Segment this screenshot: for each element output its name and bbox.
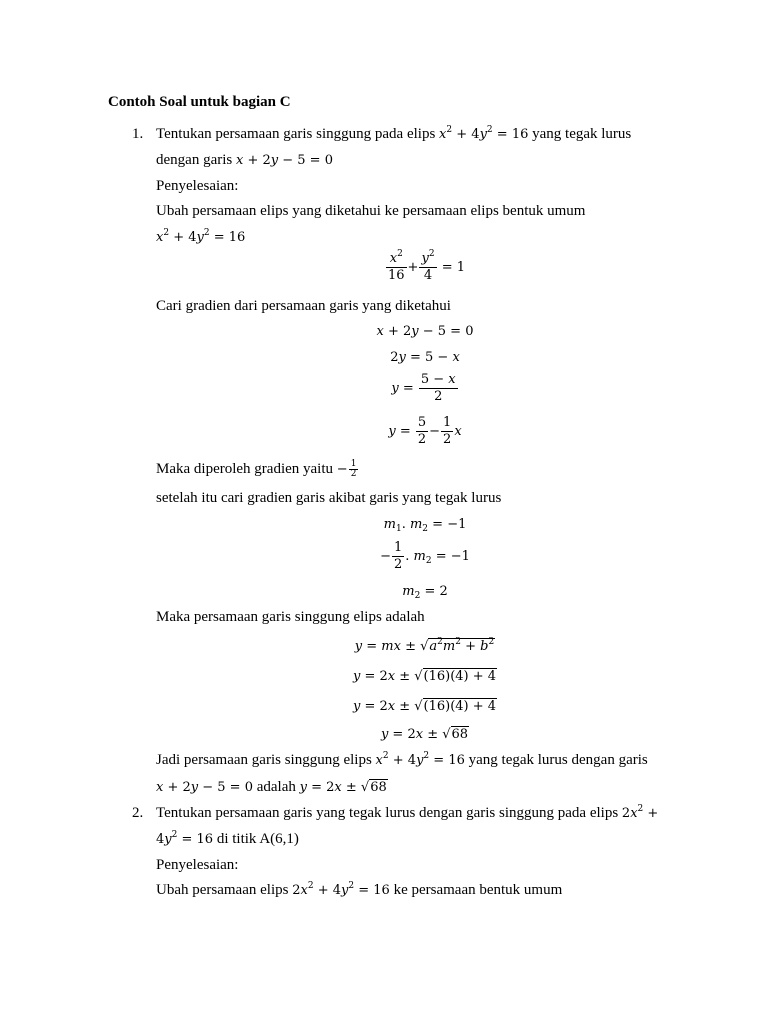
step-perpendicular: setelah itu cari gradien garis akibat garis yang tegak lurus	[156, 490, 502, 506]
equation-standard-form: $\frac{x^2}{16}$ + $\frac{y^2}{4}$ = 1	[388, 249, 465, 283]
gradient-result: Maka diperoleh gradien yaitu − $\frac{1}{2}$	[156, 459, 357, 479]
step-convert-ellipse-2: Ubah persamaan elips $2x^2 + 4y^2 = 16$ ke persamaan bentuk umum	[156, 881, 563, 898]
equation-line-3: y = $\frac{5 - x}{2}$	[391, 372, 456, 404]
equation-ellipse: $x^2 + 4y^2 = 16$	[156, 228, 246, 245]
question-number-2: 2.	[132, 805, 144, 821]
section-heading: Contoh Soal untuk bagian C	[108, 94, 291, 110]
equation-m1m2: $m_1$. $m_2 = -1$	[383, 517, 467, 534]
equation-line-4: y = $\frac{5}{2}$ − $\frac{1}{2}$ x	[388, 415, 462, 447]
equation-m2-solve: − $\frac{1}{2}$ . $m_2 = -1$	[380, 540, 470, 572]
equation-line-2: 2y = 5 − x	[390, 350, 460, 365]
step-convert-ellipse: Ubah persamaan elips yang diketahui ke persamaan elips bentuk umum	[156, 203, 586, 219]
question-2-line-1: Tentukan persamaan garis yang tegak lurus dengan garis singgung pada elips $2x^2$ +	[156, 804, 659, 821]
tangent-substitute-2: y = 2x ± √(16)(4) + 4	[352, 699, 497, 714]
question-1-line-1: Tentukan persamaan garis singgung pada elips $x^2 + 4y^2 = 16$ yang tegak lurus	[156, 125, 632, 142]
conclusion-line-1: Jadi persamaan garis singgung elips $x^2 + 4y^2 = 16$ yang tegak lurus dengan garis	[156, 751, 648, 768]
tangent-substitute-1: y = 2x ± √(16)(4) + 4	[352, 669, 497, 684]
equation-m2-result: $m_2 = 2$	[402, 584, 448, 601]
question-1-line-2: dengan garis x + 2y − 5 = 0	[156, 152, 333, 168]
question-2-line-2: $4y^2 = 16$ di titik A(6,1)	[156, 830, 299, 847]
equation-line-1: x + 2y − 5 = 0	[376, 324, 474, 339]
solution-label-1: Penyelesaian:	[156, 178, 239, 194]
tangent-formula: y = mx ± $√a^2m^2 + b^2$	[354, 637, 495, 654]
solution-label-2: Penyelesaian:	[156, 857, 239, 873]
tangent-result: y = 2x ± √68	[380, 727, 469, 742]
conclusion-line-2: x + 2y − 5 = 0 adalah y = 2x ± √68	[156, 779, 387, 795]
step-tangent-formula: Maka persamaan garis singgung elips adalah	[156, 609, 425, 625]
question-number-1: 1.	[132, 126, 144, 142]
step-find-gradient: Cari gradien dari persamaan garis yang diketahui	[156, 298, 451, 314]
